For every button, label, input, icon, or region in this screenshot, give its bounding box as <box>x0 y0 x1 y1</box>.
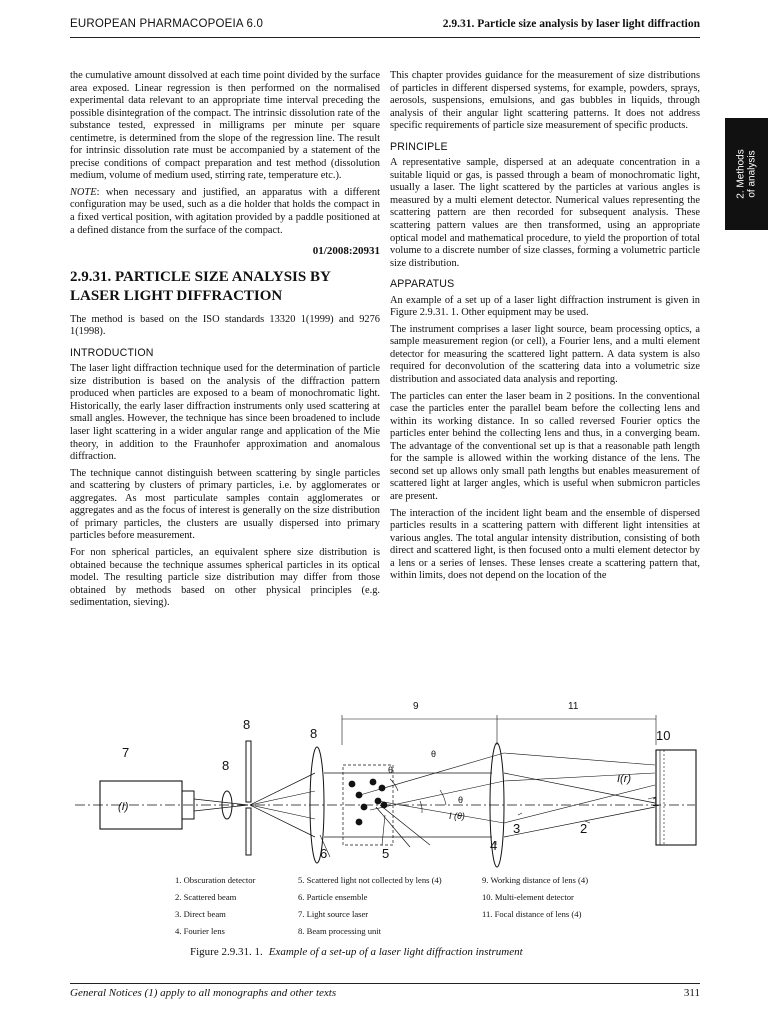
legend-column-1 <box>175 872 255 940</box>
apparatus-paragraph-4: The interaction of the incident light beam and the ensemble of dispersed particles results in a scattering pattern with different light intensities at various angles. The total angular intensity distribution, consisting of both direct and scattered light, is then focused onto a multi element detector by a lens or a series of lenses. These lenses create a scattering pattern that, within limits, does not depend on the location of the <box>390 507 700 582</box>
legend-item: 8. Beam processing unit <box>298 926 382 936</box>
note-paragraph <box>70 187 380 237</box>
label-source-intensity: (I) <box>118 801 129 813</box>
legend-item: 3. Direct beam <box>175 909 226 919</box>
document-reference: 01/2008:20931 <box>312 245 380 258</box>
side-tab-line2: of analysis <box>746 150 758 198</box>
figure-caption-text: Example of a set-up of a laser light diffraction instrument <box>268 946 523 958</box>
label-theta-1: θ <box>388 765 394 775</box>
label-5: 5 <box>382 846 390 861</box>
label-8-pinhole: 8 <box>243 717 251 732</box>
chapter-title: 2.9.31. PARTICLE SIZE ANALYSIS BY LASER LIGHT DIFFRACTION <box>70 268 331 304</box>
legend-item: 10. Multi-element detector <box>482 892 574 902</box>
apparatus-paragraph-3: The particles can enter the laser beam in 2 positions. In the conventional case the particles enter the parallel beam before the collecting lens and within its working distance. In so called reversed Fourier optics the particles enter behind the collecting lens and thus, in a converging beam. The advantage of the conventional set up is that a reasonable path length for the sample is allowed within the working distance of the lens. The second set up allows only small path lengths but enables measurement of scattered light at larger angles, which is useful when submicron particles are present. <box>390 390 700 502</box>
label-theta-2: θ <box>431 749 437 759</box>
apparatus-paragraph-2: The instrument comprises a laser light source, beam processing optics, a sample measurement region (or cell), a Fourier lens, and a multi element detector for measuring the scattered light pattern. A data system is also required for deconvolution of the scattering data into a volumetric size distribution and associated data analysis and reporting. <box>390 323 700 386</box>
iso-paragraph: The method is based on the ISO standards 13320 1(1999) and 9276 1(1998). <box>70 313 380 338</box>
footer-notice: General Notices (1) apply to all monographs and other texts <box>70 987 337 999</box>
legend-item: 1. Obscuration detector <box>175 875 256 885</box>
label-3: 3 <box>513 821 521 836</box>
multi-element-detector <box>656 750 696 845</box>
legend-column-3 <box>482 872 588 923</box>
legend-column-2 <box>298 872 442 940</box>
figure-caption <box>190 946 523 958</box>
label-8-collimator: 8 <box>310 726 318 741</box>
note-text: : when necessary and justified, an apparatus with a different configuration may be used, such as a die holder that holds the compact in a fixed vertical position, with agitation provided by a paddle positioned at a defined distance from the surface of the compact. <box>70 186 380 236</box>
legend-item: 5. Scattered light not collected by lens (4) <box>298 875 442 885</box>
label-11: 11 <box>568 701 579 712</box>
page-footer <box>70 983 700 1004</box>
label-6: 6 <box>320 846 328 861</box>
label-i-r: I(r) <box>617 773 632 785</box>
section-heading-principle: PRINCIPLE <box>390 140 448 153</box>
apparatus-paragraph-1: An example of a set up of a laser light diffraction instrument is given in Figure 2.9.31. 1. Other equipment may be used. <box>390 294 700 319</box>
label-theta-3: θ <box>458 795 464 805</box>
intro-paragraph-2: The technique cannot distinguish between scattering by single particles and scattering by clusters of primary particles, i.e. by agglomerates or aggregates. As most particulate samples contain agglomerates or aggregates and as the focus of interest is generally on the size distribution of primary particles, the clusters are usually dispersed into primary particles before measurement. <box>70 467 380 542</box>
header-publication: EUROPEAN PHARMACOPOEIA 6.0 <box>70 18 264 30</box>
right-column <box>390 70 700 587</box>
note-label: NOTE <box>70 186 97 198</box>
section-heading-introduction: INTRODUCTION <box>70 346 154 359</box>
legend-item: 9. Working distance of lens (4) <box>482 875 589 885</box>
left-column <box>70 70 380 614</box>
section-side-tab <box>725 118 768 230</box>
paragraph-continued: the cumulative amount dissolved at each time point divided by the surface area exposed. Linear regression is then performed on the normalised experimental data relevant to an appropriate time interval preceding the possible disintegration of the compact. The intrinsic dissolution rate of the substance tested, expressed in milligrams per minute per square centimetre, is determined from the slope of the regression line. The result for intrinsic dissolution rate must be accompanied by a statement of the precise conditions of compact preparation and test method (dissolution medium, volume of medium used, stirring rate, temperature etc.). <box>70 70 380 182</box>
legend-item: 11. Focal distance of lens (4) <box>482 909 582 919</box>
legend-item: 6. Particle ensemble <box>298 892 368 902</box>
label-9: 9 <box>413 701 419 712</box>
label-7: 7 <box>122 745 130 760</box>
label-8-lens: 8 <box>222 758 230 773</box>
label-1: 1 <box>652 794 660 809</box>
section-heading-apparatus: APPARATUS <box>390 278 455 291</box>
side-tab-line1: 2. Methods <box>735 149 747 199</box>
pinhole-plate-bottom <box>246 808 251 855</box>
scope-paragraph: This chapter provides guidance for the measurement of size distributions of particles in different dispersed systems, for example, powders, sprays, aerosols, suspensions, emulsions, and gas bubbles in liquids, through analysis of their angular light scattering patterns. It does not address specific requirements of particle size measurement of specific products. <box>390 70 700 132</box>
label-i-theta: I (θ) <box>449 811 465 821</box>
header-chapter-title: 2.9.31. Particle size analysis by laser light diffraction <box>442 18 700 30</box>
principle-paragraph: A representative sample, dispersed at an adequate concentration in a suitable liquid or gas, is passed through a beam of monochromatic light, usually a laser. The light scattered by the particles at various angles is measured by a multi element detector. Numerical values representing the scattering pattern are then recorded for subsequent analysis. These scattering pattern values are then transformed, using an appropriate optical model and mathematical procedure, to yield the proportion of total volume to a discrete number of size classes, forming a volumetric particle size distribution. <box>390 157 700 269</box>
legend-item: 2. Scattered beam <box>175 892 237 902</box>
page-number: 311 <box>683 987 700 999</box>
laser-diffraction-diagram <box>60 695 710 870</box>
figure-number: Figure 2.9.31. 1. <box>190 946 263 958</box>
pinhole-plate-top <box>246 741 251 802</box>
label-2: 2 <box>580 821 588 836</box>
label-10: 10 <box>656 728 671 743</box>
legend-item: 7. Light source laser <box>298 909 369 919</box>
label-4: 4 <box>490 838 498 853</box>
intro-paragraph-1: The laser light diffraction technique used for the determination of particle size distribution is based on the analysis of the diffraction pattern produced when particles are exposed to a beam of monochromatic light. Historically, the early laser diffraction instruments only used scattering at small angles. However, the technique has since been broadened to include laser light scattering in a wider angular range and application of the Mie theory, in addition to the Fraunhofer approximation and anomalous diffraction. <box>70 363 380 463</box>
particle-ensemble <box>349 779 388 826</box>
intro-paragraph-3: For non spherical particles, an equivalent sphere size distribution is obtained because the technique assumes spherical particles in its optical model. The resulting particle size distribution may differ from those obtained by methods based on other physical principles (e.g. sedimentation, sieving). <box>70 546 380 609</box>
page-header <box>70 15 700 38</box>
legend-item: 4. Fourier lens <box>175 926 225 936</box>
